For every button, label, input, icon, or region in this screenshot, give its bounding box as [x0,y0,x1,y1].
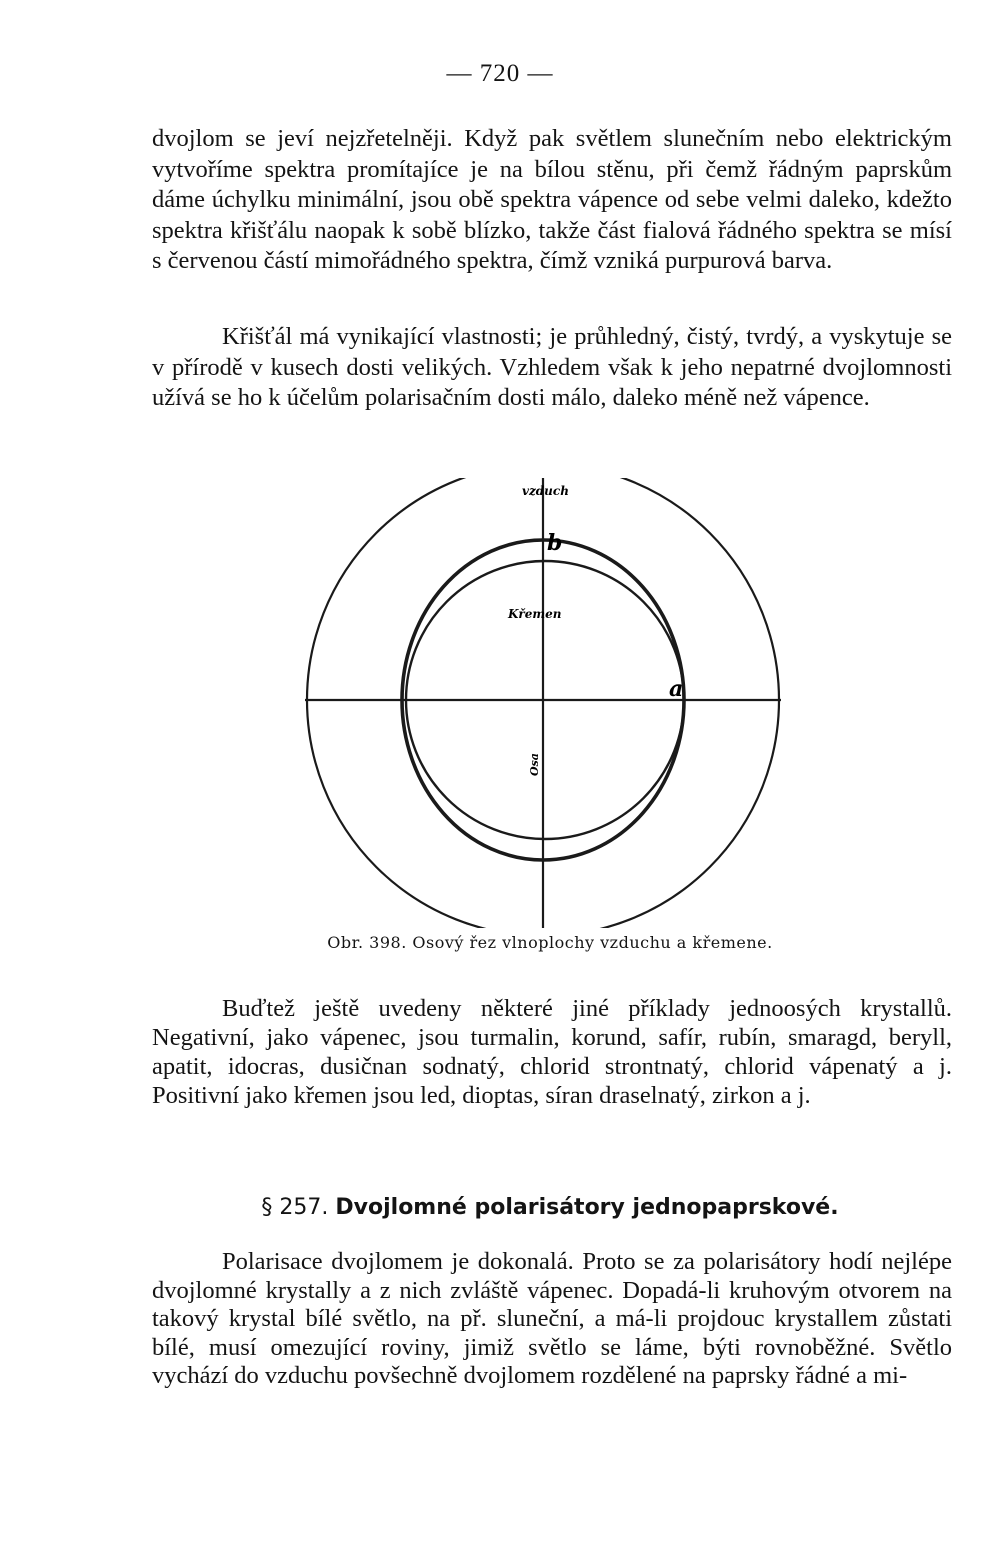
paragraph-quartz: Křišťál má vynikající vlastnosti; je průhledný, čistý, tvrdý, a vyskytuje se v přírodě v kusech dosti velikých. Vzhledem však k jeho nepatrné dvojlomnosti užívá se ho k účelům polarisačním dosti málo, daleko méně než vápence. [152,323,952,411]
label-vzduch: vzduch [522,484,569,498]
wave-surface-diagram [305,478,785,928]
paragraph-uniaxial-examples: Buďtež ještě uvedeny některé jiné příklady jednoosých krystallů. Negativní, jako vápenec, jsou turmalin, korund, safír, rubín, smaragd, beryll, apatit, idocras, dusičnan sodnatý, chlorid strontnatý, chlorid vápenatý a j. Positivní jako křemen jsou led, dioptas, síran draselnatý, zirkon a j. [152,995,952,1109]
figure-caption: Obr. 398. Osový řez vlnoplochy vzduchu a křemene. [327,933,773,952]
label-osa: Osa [528,753,541,776]
label-b: b [547,530,563,556]
section-number: § 257. [261,1195,329,1220]
paragraph-polarisation: Polarisace dvojlomem je dokonalá. Proto se za polarisátory hodí nejlépe dvojlomné krystally a z nich zvláště vápenec. Dopadá-li kruhovým otvorem na takový krystal bílé světlo, na př. sluneční, a má-li projdouc krystallem zůstati bílé, musí omezující roviny, jimiž světlo se láme, býti rovnoběžné. Světlo vychází do vzduchu povšechně dvojlomem rozdělené na paprsky řádné a mi- [152,1248,952,1389]
label-kremen: Křemen [508,607,562,621]
paragraph-spectra: dvojlom se jeví nejzřetelněji. Když pak světlem slunečním nebo elektrickým vytvoříme spektra promítajíce je na bílou stěnu, při čemž řádným paprskům dáme úchylku minimální, jsou obě spektra vápence od sebe velmi daleko, kdežto spektra křišťálu naopak k sobě blízko, takže část fialová řádného spektra se mísí s červenou částí mimořádného spektra, čímž vzniká purpurová barva. [152,125,952,274]
label-a: a [669,676,684,702]
page-number: — 720 — [446,60,554,87]
section-heading [0,1195,1000,1220]
section-title: Dvojlomné polarisátory jednopaprskové. [335,1195,839,1220]
wave-surface-figure [305,478,785,928]
